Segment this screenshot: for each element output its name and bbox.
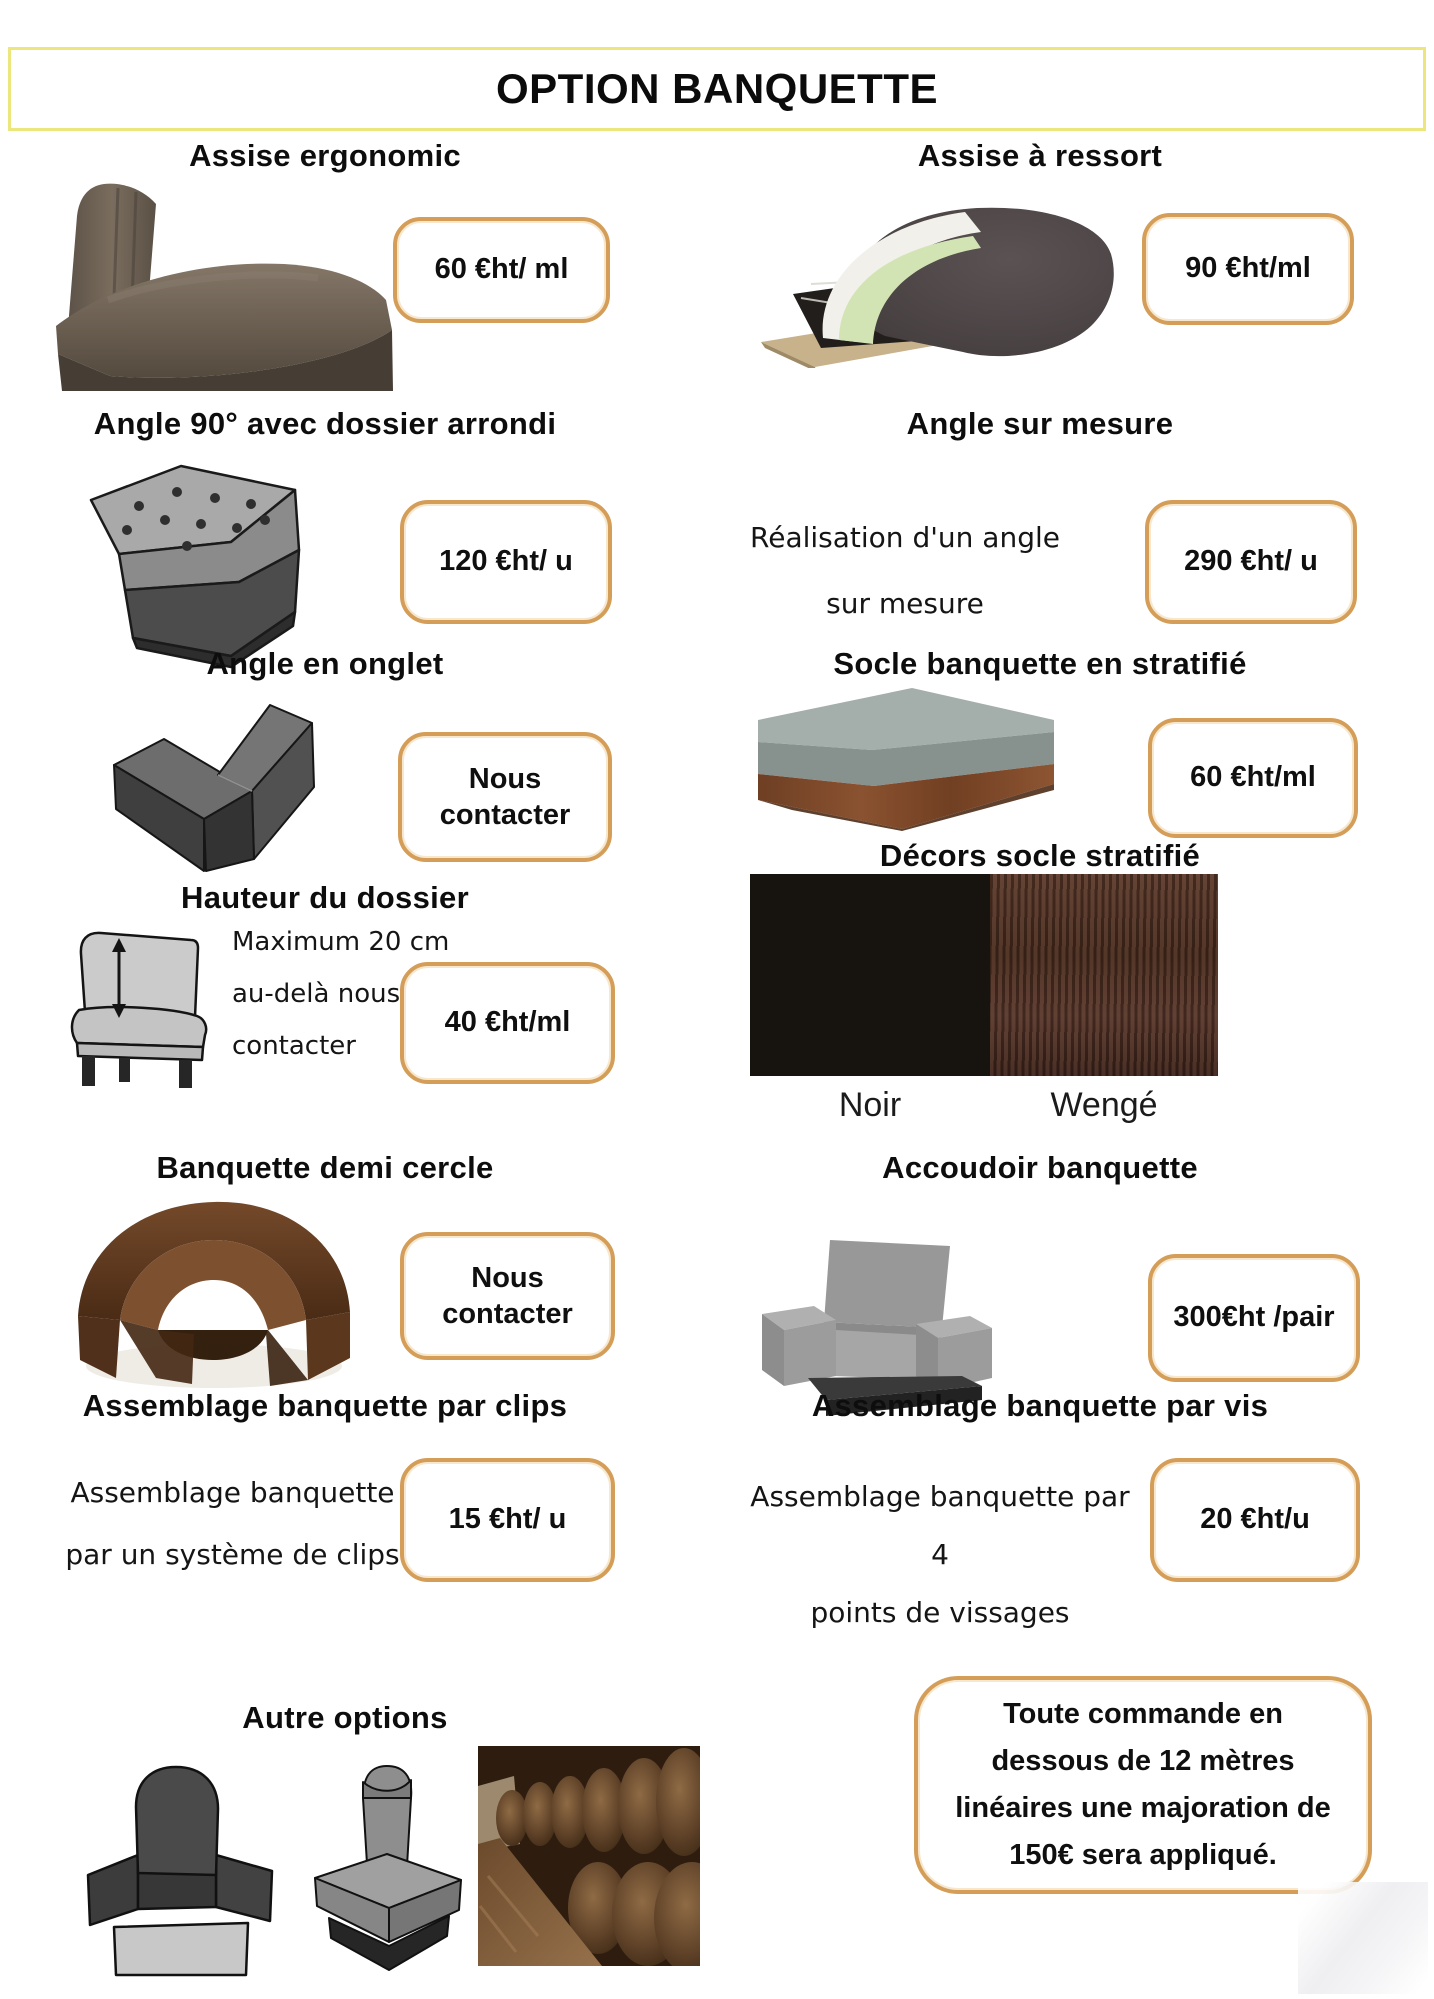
assise-a-ressort-image xyxy=(735,196,1120,368)
description-line: Réalisation d'un angle xyxy=(750,521,1060,554)
price-angle-90: 120 €ht/ u xyxy=(439,545,573,578)
heading-vis: Assemblage banquette par vis xyxy=(811,1388,1269,1423)
heading-angle-en-onglet: Angle en onglet xyxy=(206,646,444,681)
description-line: Assemblage banquette xyxy=(70,1476,395,1509)
heading-socle-stratifie: Socle banquette en stratifié xyxy=(833,646,1247,681)
autres-tufted-leather-photo xyxy=(478,1746,700,1966)
assise-ergonomic-image xyxy=(48,178,393,391)
heading-angle-90: Angle 90° avec dossier arrondi xyxy=(93,406,557,441)
swatch-label-noir: Noir xyxy=(838,1086,902,1124)
vis-description xyxy=(740,1468,1140,1642)
price-box-demi-cercle xyxy=(400,1232,615,1360)
bench-base-photo-illustration xyxy=(752,686,1058,831)
double-sided-bench-illustration xyxy=(80,1755,280,1990)
price-box-socle-stratifie xyxy=(1148,718,1358,838)
half-circle-booth-photo-illustration xyxy=(62,1188,364,1393)
miter-corner-illustration xyxy=(100,695,350,877)
price-line: Nous xyxy=(468,762,542,795)
price-box-angle-en-onglet xyxy=(398,732,612,862)
heading-accoudoir: Accoudoir banquette xyxy=(882,1150,1198,1185)
price-angle-sur-mesure: 290 €ht/ u xyxy=(1184,545,1318,578)
price-box-assise-a-ressort xyxy=(1142,213,1354,325)
heading-autres: Autre options xyxy=(242,1700,448,1735)
heading-assise-ergonomic: Assise ergonomic xyxy=(189,138,461,173)
swatch-label-wenge: Wengé xyxy=(1050,1086,1158,1124)
angle-en-onglet-image xyxy=(100,695,350,877)
note-line: Toute commande en xyxy=(1003,1698,1283,1730)
socle-stratifie-image xyxy=(752,686,1058,831)
price-hauteur-dossier: 40 €ht/ml xyxy=(444,1006,571,1039)
heading-clips: Assemblage banquette par clips xyxy=(82,1388,568,1423)
price-box-clips xyxy=(400,1458,615,1582)
price-box-angle-90 xyxy=(400,500,612,624)
angle-90-image xyxy=(81,458,311,670)
price-box-assise-ergonomic xyxy=(393,217,610,323)
page-title: OPTION BANQUETTE xyxy=(495,65,938,112)
angle-sur-mesure-description xyxy=(740,505,1070,637)
corner-bench-illustration xyxy=(81,458,311,670)
description-line: au-delà nous xyxy=(232,979,401,1009)
price-line: contacter xyxy=(442,1298,573,1330)
description-line: par un système de clips xyxy=(65,1538,400,1571)
minimum-order-note-box xyxy=(914,1676,1372,1894)
bench-height-diagram xyxy=(55,920,235,1095)
price-box-angle-sur-mesure xyxy=(1145,500,1357,624)
price-assise-ergonomic: 60 €ht/ ml xyxy=(434,253,569,286)
description-line: points de vissages xyxy=(810,1596,1070,1629)
price-box-hauteur-dossier xyxy=(400,962,615,1084)
description-line: Assemblage banquette par 4 xyxy=(750,1480,1130,1571)
swatch-wenge xyxy=(990,874,1218,1076)
price-vis: 20 €ht/u xyxy=(1200,1503,1310,1536)
swatch-noir xyxy=(750,874,990,1076)
price-line: Nous xyxy=(471,1261,544,1294)
outside-corner-bench-illustration xyxy=(305,1758,473,1976)
bench-seat-photo-illustration xyxy=(48,178,393,391)
autres-double-bench-image xyxy=(80,1755,280,1990)
tufted-leather-banquette-photo xyxy=(478,1746,700,1966)
heading-hauteur-dossier: Hauteur du dossier xyxy=(181,880,469,915)
heading-assise-a-ressort: Assise à ressort xyxy=(917,138,1163,173)
heading-demi-cercle: Banquette demi cercle xyxy=(156,1150,494,1185)
price-accoudoir: 300€ht /pair xyxy=(1173,1301,1335,1334)
autres-corner-unit-image xyxy=(305,1758,473,1976)
page-corner-shadow xyxy=(1298,1882,1428,1994)
heading-angle-sur-mesure: Angle sur mesure xyxy=(906,406,1174,441)
note-line: linéaires une majoration de xyxy=(955,1792,1331,1824)
description-line: sur mesure xyxy=(826,587,984,620)
description-line: contacter xyxy=(232,1031,356,1061)
description-line: Maximum 20 cm xyxy=(232,927,450,957)
page-title-box xyxy=(8,47,1426,131)
note-line: 150€ sera appliqué. xyxy=(1009,1839,1277,1871)
price-line: contacter xyxy=(439,799,571,831)
demi-cercle-image xyxy=(62,1188,364,1393)
note-line: dessous de 12 mètres xyxy=(991,1745,1295,1777)
hauteur-dossier-image xyxy=(55,920,235,1095)
clips-description xyxy=(50,1462,415,1586)
price-socle-stratifie: 60 €ht/ml xyxy=(1190,761,1316,794)
price-clips: 15 €ht/ u xyxy=(448,1503,567,1536)
spring-cushion-photo-illustration xyxy=(735,196,1120,368)
minimum-order-note xyxy=(955,1691,1331,1879)
price-box-vis xyxy=(1150,1458,1360,1582)
price-box-accoudoir xyxy=(1148,1254,1360,1382)
heading-decors-socle: Décors socle stratifié xyxy=(879,838,1201,873)
price-assise-a-ressort: 90 €ht/ml xyxy=(1185,252,1311,285)
